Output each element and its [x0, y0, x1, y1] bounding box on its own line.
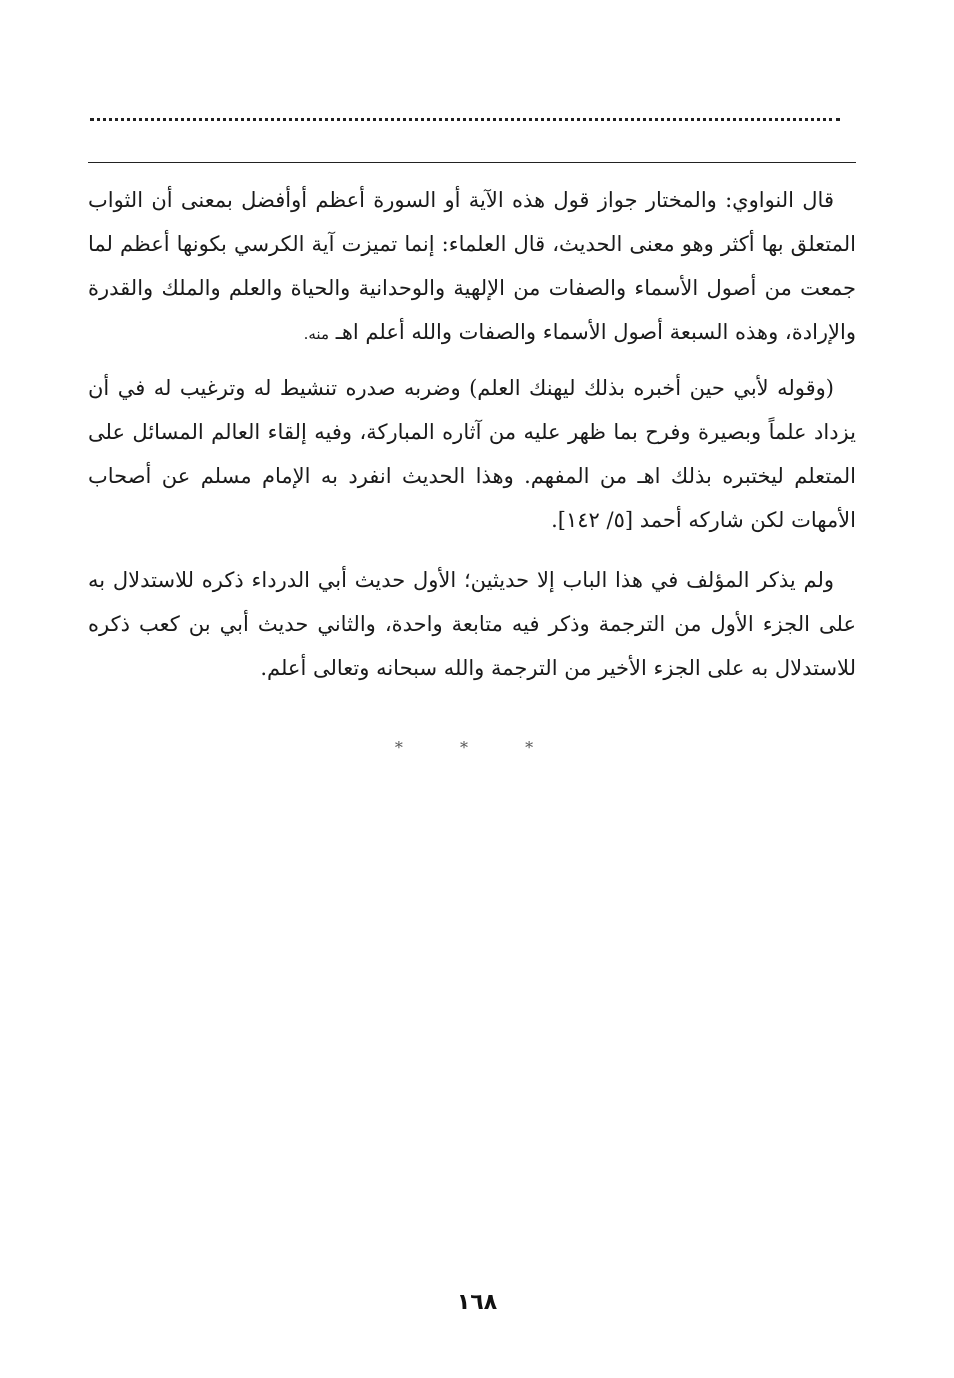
solid-separator-rule [88, 162, 856, 163]
paragraph-nawawi-tail: منه. [303, 325, 329, 343]
paragraph-nawawi-text: قال النواوي: والمختار جواز قول هذه الآية أو السورة أعظم أوأفضل بمعنى أن الثواب المتعلق بها أكثر وهو معنى الحديث، قال العلماء: إنما تميزت آية الكرسي بكونها أعظم لما جمعت من أصول الأسماء والصفات من الإلهية والوحدانية والحياة والعلم والملك والقدرة والإرادة، وهذه السبعة أصول الأسماء والصفات والله أعلم اهـ [88, 188, 856, 344]
page-number: ١٦٨ [456, 1290, 498, 1315]
dotted-separator-rule [90, 118, 840, 121]
paragraph-hadith-ubay: (وقوله لأبي حين أخبره بذلك ليهنك العلم) وضربه صدره تنشيط له وترغيب له في أن يزداد علماً وبصيرة وفرح بما ظهر عليه من آثاره المباركة، وفيه إلقاء العالم المسائل على المتعلم ليختبره بذلك اهـ من المفهم. وهذا الحديث انفرد به الإمام مسلم عن أصحاب الأمهات لكن شاركه أحمد [٥/ ١٤٢]. [88, 376, 856, 532]
section-separator-stars: * * * [394, 738, 560, 757]
paragraph-nawawi [88, 178, 856, 356]
paragraph-chapter-summary: ولم يذكر المؤلف في هذا الباب إلا حديثين؛ الأول حديث أبي الدرداء ذكره للاستدلال به على الجزء الأول من الترجمة وذكر فيه متابعة واحدة، والثاني حديث أبي بن كعب ذكره للاستدلال به على الجزء الأخير من الترجمة والله سبحانه وتعالى أعلم. [88, 568, 856, 680]
main-text-block [88, 178, 856, 706]
